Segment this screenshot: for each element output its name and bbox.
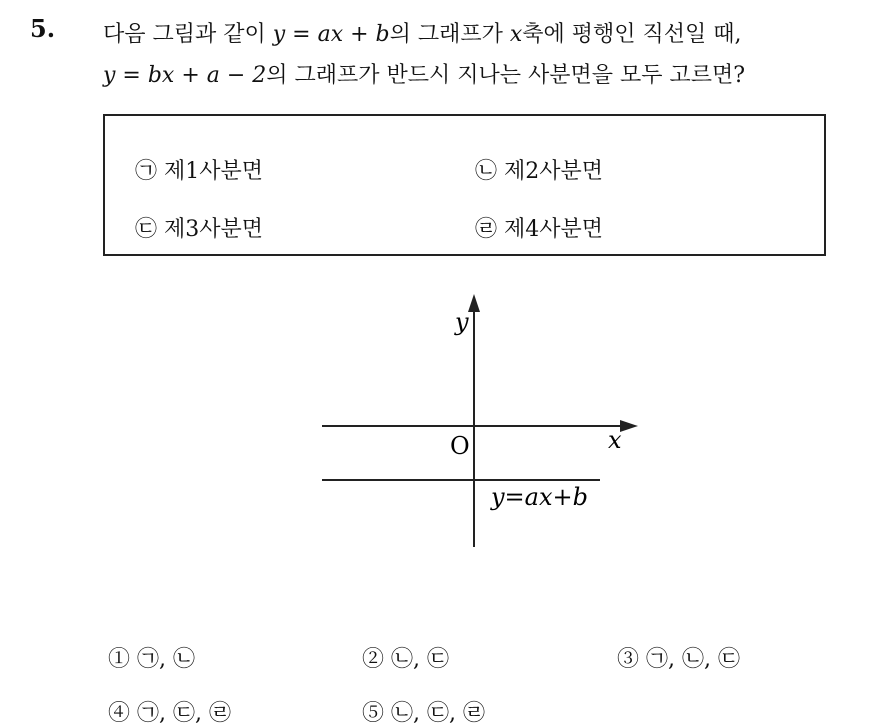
choice-3[interactable]: ③ ㉠, ㉡, ㉢: [617, 647, 740, 672]
y-axis-label: y: [455, 308, 469, 336]
x-axis-label: x: [608, 426, 622, 454]
line-label: y=ax+b: [491, 483, 588, 511]
condition-3: ㉢ 제3사분면: [135, 217, 263, 242]
choice-4[interactable]: ④ ㉠, ㉢, ㉣: [108, 701, 231, 726]
condition-2: ㉡ 제2사분면: [475, 159, 603, 184]
question-number: 5.: [30, 14, 56, 43]
stem-math: x: [509, 22, 523, 47]
stem-math: y = bx + a − 2: [103, 63, 267, 88]
choice-2[interactable]: ② ㉡, ㉢: [362, 647, 449, 672]
condition-1: ㉠ 제1사분면: [135, 159, 263, 184]
stem-text: 의 그래프가: [389, 22, 510, 47]
y-axis-arrowhead: [468, 294, 480, 312]
origin-label: O: [450, 432, 470, 460]
stem-text: 의 그래프가 반드시 지나는 사분면을 모두 고르면?: [266, 63, 746, 88]
stem-text: 축에 평행인 직선일 때,: [522, 22, 742, 47]
x-axis-arrowhead: [620, 420, 638, 432]
condition-4: ㉣ 제4사분면: [475, 217, 603, 242]
choice-5[interactable]: ⑤ ㉡, ㉢, ㉣: [362, 701, 485, 726]
choice-1[interactable]: ① ㉠, ㉡: [108, 647, 195, 672]
stem-text: 다음 그림과 같이: [103, 22, 273, 47]
stem-math: y = ax + b: [272, 22, 390, 47]
